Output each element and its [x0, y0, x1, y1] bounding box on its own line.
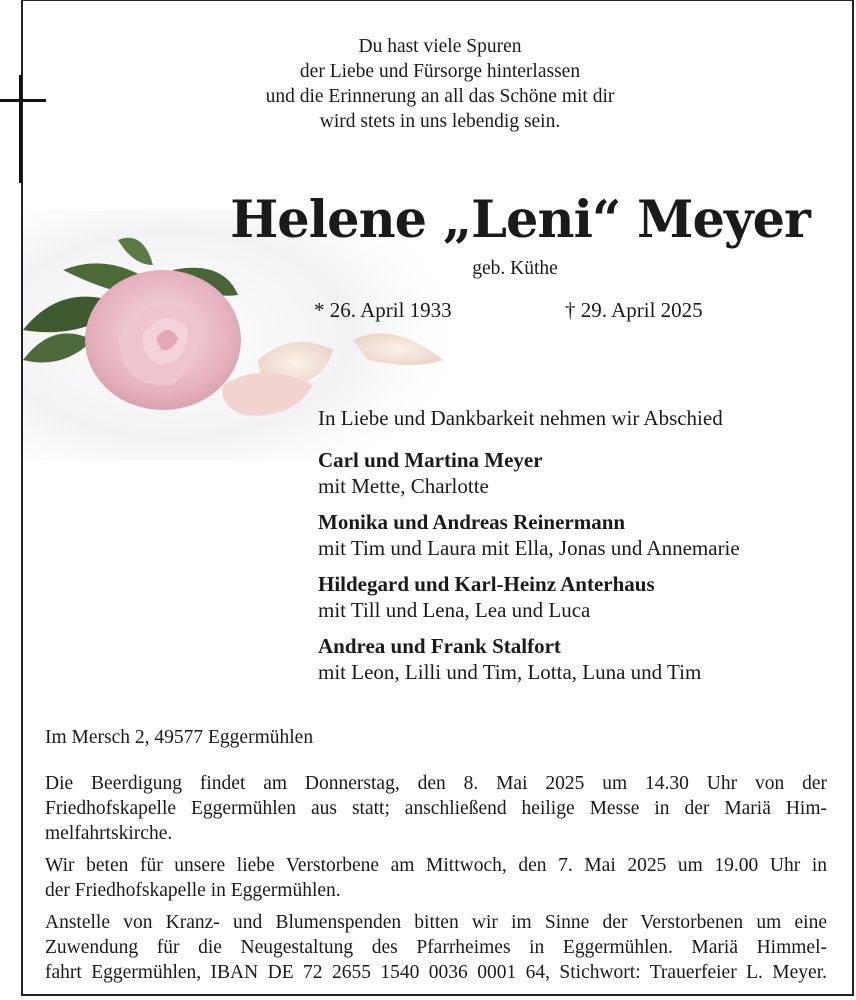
verse-line: und die Erinnerung an all das Schöne mit dir	[265, 86, 615, 107]
prayer-paragraph	[45, 853, 827, 903]
birth-date: * 26. April 1933	[314, 298, 452, 322]
funeral-paragraph	[45, 771, 827, 846]
verse-line: wird stets in uns lebendig sein.	[319, 111, 561, 132]
family-group-members: mit Mette, Charlotte	[318, 474, 489, 498]
address: Im Mersch 2, 49577 Eggermühlen	[45, 727, 314, 748]
family-group-members: mit Till und Lena, Lea und Luca	[318, 598, 591, 622]
family-group-head: Andrea und Frank Stalfort	[318, 634, 561, 658]
family-group-members: mit Leon, Lilli und Tim, Lotta, Luna und Tim	[318, 660, 702, 684]
cross-icon	[19, 75, 22, 183]
paragraph-line: melfahrtskirche.	[45, 823, 173, 844]
family-group-head: Monika und Andreas Reinermann	[318, 510, 626, 534]
death-date: † 29. April 2025	[565, 298, 703, 322]
paragraph-line: Die Beerdigung findet am Donnerstag, den 8. Mai 2025 um 14.30 Uhr von der	[45, 773, 827, 794]
maiden-name: geb. Küthe	[472, 258, 558, 279]
farewell-intro: In Liebe und Dankbarkeit nehmen wir Abschied	[318, 406, 723, 430]
cross-icon-bar	[0, 99, 46, 102]
paragraph-line: Friedhofskapelle Eggermühlen aus statt; anschließend heilige Messe in der Mariä Him-	[45, 798, 827, 819]
deceased-name: Helene „Leni“ Meyer	[230, 190, 810, 250]
family-group-head: Carl und Martina Meyer	[318, 448, 543, 472]
family-group-members: mit Tim und Laura mit Ella, Jonas und Annemarie	[318, 536, 740, 560]
family-group	[318, 447, 838, 499]
family-group	[318, 509, 838, 561]
family-group	[318, 571, 838, 623]
paragraph-line: der Friedhofskapelle in Eggermühlen.	[45, 880, 341, 901]
donation-paragraph	[45, 910, 827, 985]
paragraph-line: Anstelle von Kranz- und Blumenspenden bitten wir im Sinne der Verstorbenen um eine	[45, 912, 827, 933]
paragraph-line: fahrt Eggermühlen, IBAN DE 72 2655 1540 0036 0001 64, Stichwort: Trauerfeier L. Meyer.	[45, 962, 827, 983]
paragraph-line: Zuwendung für die Neugestaltung des Pfarrheimes in Eggermühlen. Mariä Himmel-	[45, 937, 827, 958]
family-list	[318, 405, 838, 695]
family-group-head: Hildegard und Karl-Heinz Anterhaus	[318, 572, 655, 596]
family-group	[318, 633, 838, 685]
verse-line: Du hast viele Spuren	[358, 36, 522, 57]
verse-line: der Liebe und Fürsorge hinterlassen	[299, 61, 581, 82]
verse	[120, 34, 760, 134]
paragraph-line: Wir beten für unsere liebe Verstorbene am Mittwoch, den 7. Mai 2025 um 19.00 Uhr in	[45, 855, 827, 876]
